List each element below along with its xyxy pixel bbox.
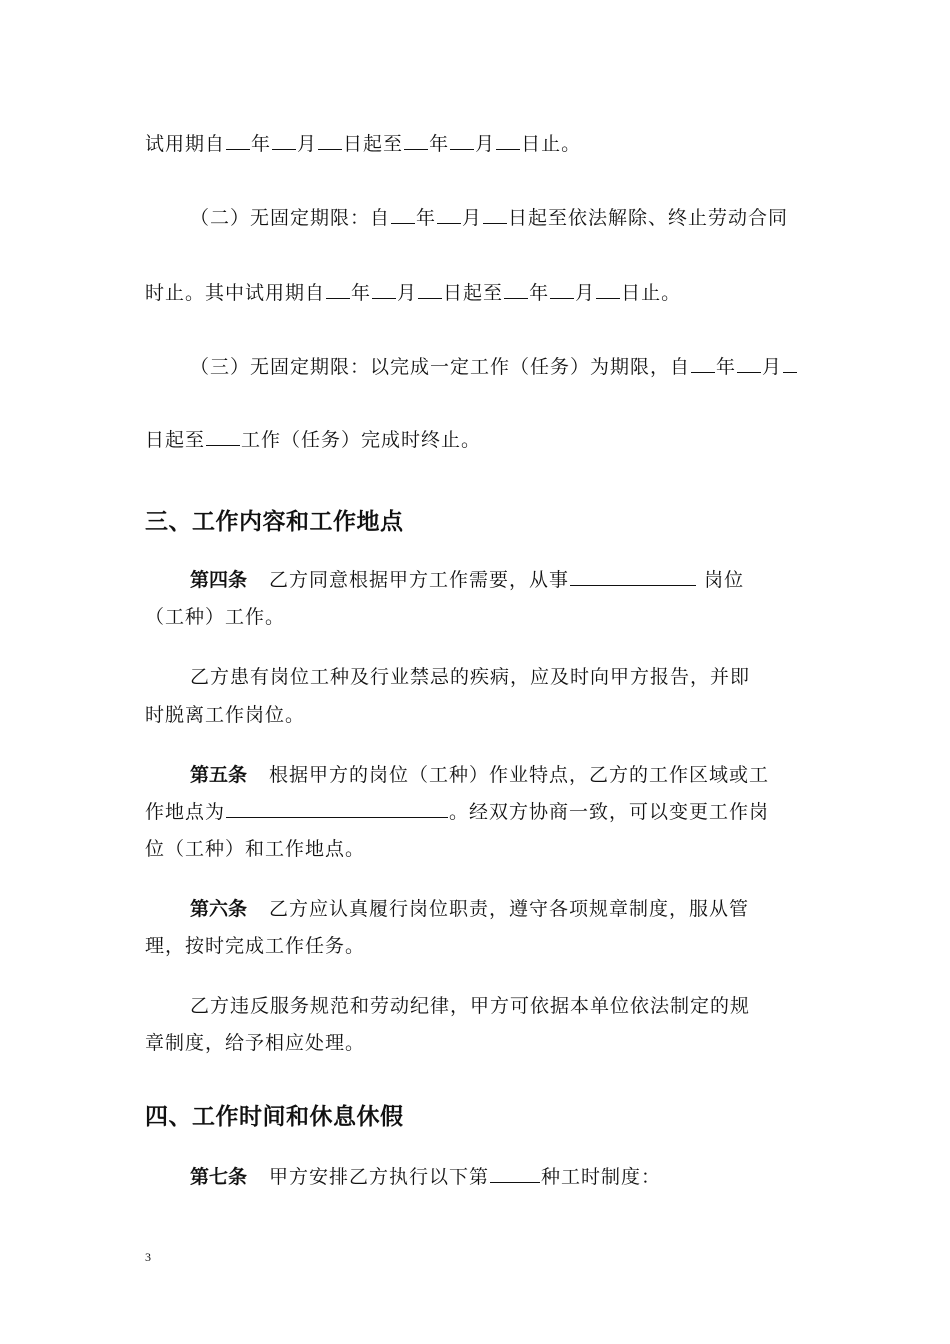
text: 工作（任务）完成时终止。 [241,429,482,451]
page-number: 3 [145,1250,151,1264]
article-6 [190,897,749,921]
article-label: 第七条 [190,1166,248,1188]
article-label: 第五条 [190,764,248,786]
blank-field[interactable] [783,356,797,373]
open-term-probation-line [145,281,681,305]
blank-field[interactable] [226,133,250,150]
article-5 [190,763,769,787]
text: 月 [475,133,496,155]
text: 根据甲方的岗位（工种）作业特点，乙方的工作区域或工 [269,764,770,786]
task-term-line [190,355,798,379]
blank-field[interactable] [372,282,396,299]
blank-field[interactable] [226,801,448,818]
text: 日止。 [521,133,582,155]
article-6-para2: 乙方违反服务规范和劳动纪律，甲方可依据本单位依法制定的规 [190,995,751,1017]
article-6-cont: 理，按时完成工作任务。 [145,935,366,957]
blank-field[interactable] [272,133,296,150]
text: 种工时制度： [541,1166,662,1188]
blank-field[interactable] [596,282,620,299]
blank-field[interactable] [318,133,342,150]
article-label: 第四条 [190,569,248,591]
task-term-cont-line [145,428,481,452]
text: 日起至依法解除、终止劳动合同 [508,207,789,229]
text: 月 [575,282,596,304]
article-4-para2-cont: 时脱离工作岗位。 [145,704,306,726]
text: 日起至 [343,133,404,155]
article-4 [190,568,744,592]
section-heading: 三、工作内容和工作地点 [145,509,404,535]
text: 日起至 [443,282,504,304]
text: 年 [529,282,550,304]
text: 年 [716,356,737,378]
text: 月 [397,282,418,304]
blank-field[interactable] [391,207,415,224]
text: 岗位 [697,569,745,591]
blank-field[interactable] [418,282,442,299]
text: 日止。 [621,282,682,304]
text: 作地点为 [145,801,226,823]
text: 年 [416,207,437,229]
text: 月 [462,207,483,229]
blank-field[interactable] [483,207,507,224]
probation-line [145,132,581,156]
blank-field[interactable] [450,133,474,150]
blank-field[interactable] [496,133,520,150]
blank-field[interactable] [326,282,350,299]
article-7 [190,1165,661,1189]
blank-field[interactable] [206,429,240,446]
blank-field[interactable] [691,356,715,373]
text: （二）无固定期限：自 [190,207,391,229]
text: 年 [429,133,450,155]
article-6-para2-cont: 章制度，给予相应处理。 [145,1032,366,1054]
article-4-cont: （工种）工作。 [145,606,286,628]
article-label: 第六条 [190,898,248,920]
article-4-para2: 乙方患有岗位工种及行业禁忌的疾病，应及时向甲方报告，并即 [190,666,751,688]
text: 甲方安排乙方执行以下第 [269,1166,490,1188]
article-5-cont2: 位（工种）和工作地点。 [145,838,366,860]
text: 试用期自 [145,133,226,155]
text: （三）无固定期限：以完成一定工作（任务）为期限，自 [190,356,691,378]
blank-field[interactable] [504,282,528,299]
article-5-cont [145,800,769,824]
text: 月 [762,356,783,378]
text: 乙方同意根据甲方工作需要，从事 [269,569,570,591]
blank-field[interactable] [570,569,696,586]
text: 乙方应认真履行岗位职责，遵守各项规章制度，服从管 [269,898,750,920]
blank-field[interactable] [404,133,428,150]
blank-field[interactable] [737,356,761,373]
text: 时止。其中试用期自 [145,282,326,304]
blank-field[interactable] [437,207,461,224]
text: 年 [351,282,372,304]
text: 月 [297,133,318,155]
text: 。经双方协商一致，可以变更工作岗 [449,801,770,823]
blank-field[interactable] [490,1166,540,1183]
text: 日起至 [145,429,206,451]
blank-field[interactable] [550,282,574,299]
open-term-line [190,206,788,230]
section-heading: 四、工作时间和休息休假 [145,1104,404,1130]
text: 年 [251,133,272,155]
